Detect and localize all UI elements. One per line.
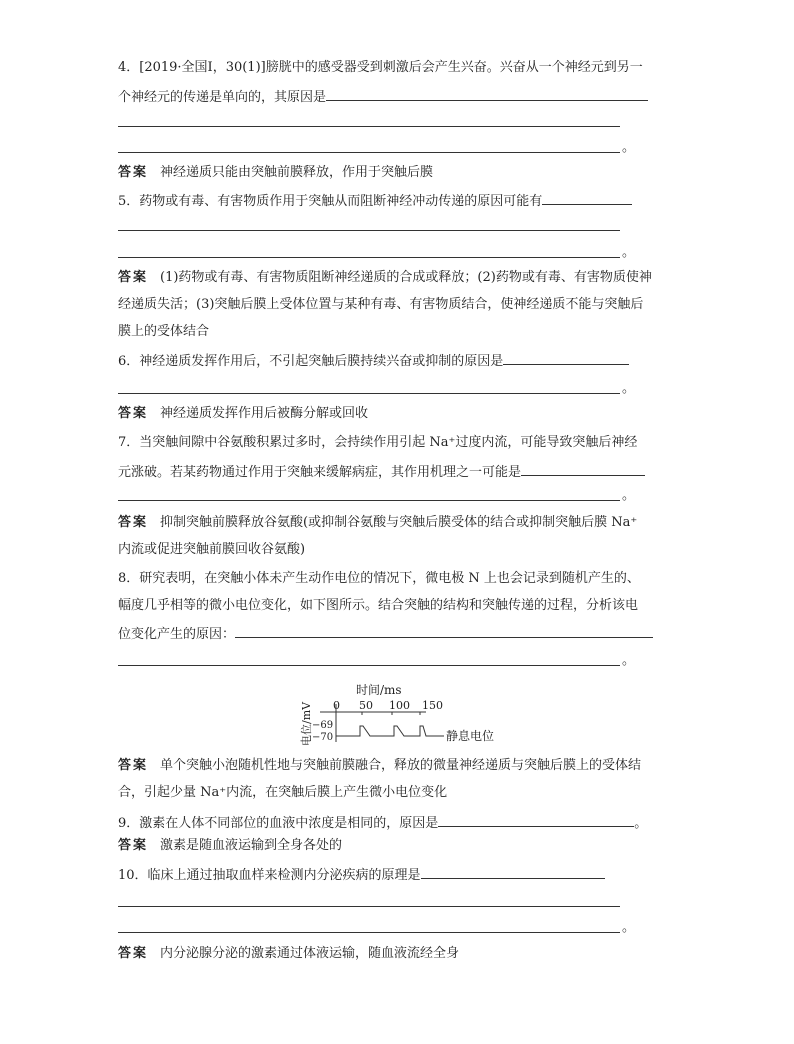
q4-answer-text: 神经递质只能由突触前膜释放，作用于突触后膜 xyxy=(160,165,434,180)
q7-line2-text: 元涨破。若某药物通过作用于突触来缓解病症，其作用机理之一可能是 xyxy=(118,465,522,480)
q7-answer-label: 答案 xyxy=(118,515,149,530)
graph-x-tick-100: 100 xyxy=(389,699,410,712)
q8-line2: 幅度几乎相等的微小电位变化，如下图所示。结合突触的结构和突触传递的过程，分析该电 xyxy=(118,598,639,613)
q8-line1: 8．研究表明，在突触小体未产生动作电位的情况下，微电极 N 上也会记录到随机产生的、 xyxy=(118,571,640,586)
q7-period: 。 xyxy=(622,488,636,503)
q9-line1 xyxy=(118,812,647,832)
q10-answer-label: 答案 xyxy=(118,946,149,961)
q10-blank-2[interactable] xyxy=(118,906,620,907)
q4-blank-3[interactable] xyxy=(118,152,620,153)
q6-period: 。 xyxy=(622,381,636,396)
q9-blank-1[interactable] xyxy=(438,812,634,827)
q7-blank-2[interactable] xyxy=(118,500,620,501)
q7-answer-line1 xyxy=(118,513,637,533)
q5-line1 xyxy=(118,190,632,210)
q6-blank-2[interactable] xyxy=(118,393,620,394)
q5-answer-line2: 经递质失活；(3)突触后膜上受体位置与某种有毒、有害物质结合，使神经递质不能与突触后 xyxy=(118,297,644,312)
q5-answer-text-1: (1)药物或有毒、有害物质阻断神经递质的合成或释放；(2)药物或有毒、有害物质使神 xyxy=(160,270,652,285)
q5-answer-line1 xyxy=(118,268,652,288)
q4-line2-text: 个神经元的传递是单向的，其原因是 xyxy=(118,90,327,105)
q8-line3 xyxy=(118,623,653,643)
graph-annotation-resting-potential: 静息电位 xyxy=(446,729,495,743)
q5-line1-text: 5．药物或有毒、有害物质作用于突触从而阻断神经冲动传递的原因可能有 xyxy=(118,194,543,209)
q5-answer-label: 答案 xyxy=(118,270,149,285)
q7-line2 xyxy=(118,461,645,481)
q9-answer-text: 激素是随血液运输到全身各处的 xyxy=(160,838,343,853)
q6-line1 xyxy=(118,350,629,370)
q9-answer-label: 答案 xyxy=(118,838,149,853)
q10-answer-text: 内分泌腺分泌的激素通过体液运输，随血液流经全身 xyxy=(160,946,460,961)
q4-answer xyxy=(118,163,433,183)
potential-graph xyxy=(296,682,516,752)
q9-line1-text: 9．激素在人体不同部位的血液中浓度是相同的，原因是 xyxy=(118,816,439,831)
q9-period: 。 xyxy=(634,816,648,831)
q10-blank-1[interactable] xyxy=(421,864,605,879)
q5-blank-2[interactable] xyxy=(118,230,620,231)
q7-answer-line2: 内流或促进突触前膜回收谷氨酸) xyxy=(118,542,306,557)
q4-line1: 4．[2019·全国Ⅰ，30(1)]膀胱中的感受器受到刺激后会产生兴奋。兴奋从一个神经元到另一 xyxy=(118,60,643,75)
q10-period: 。 xyxy=(622,920,636,935)
q4-blank-1[interactable] xyxy=(326,86,648,101)
q7-blank-1[interactable] xyxy=(521,461,645,476)
q8-line3-text: 位变化产生的原因： xyxy=(118,627,236,642)
q6-line1-text: 6．神经递质发挥作用后，不引起突触后膜持续兴奋或抑制的原因是 xyxy=(118,354,504,369)
q8-answer-line1 xyxy=(118,756,641,776)
q10-line1 xyxy=(118,864,605,884)
q5-period: 。 xyxy=(622,245,636,260)
q5-answer-line3: 膜上的受体结合 xyxy=(118,324,210,339)
q8-answer-label: 答案 xyxy=(118,758,149,773)
graph-y-axis-label: 电位/mV xyxy=(300,701,313,746)
q4-blank-2[interactable] xyxy=(118,126,620,127)
q6-answer-text: 神经递质发挥作用后被酶分解或回收 xyxy=(160,406,369,421)
q4-answer-label: 答案 xyxy=(118,165,149,180)
graph-x-tick-0: 0 xyxy=(333,699,340,712)
q10-blank-3[interactable] xyxy=(118,932,620,933)
graph-y-tick-69: −69 xyxy=(312,720,334,731)
q9-answer xyxy=(118,836,342,856)
q10-answer xyxy=(118,944,459,964)
graph-potential-trace xyxy=(336,726,432,736)
q8-answer-line2: 合，引起少量 Na⁺内流，在突触后膜上产生微小电位变化 xyxy=(118,785,448,800)
graph-x-tick-150: 150 xyxy=(422,699,443,712)
graph-x-axis-label: 时间/ms xyxy=(356,683,402,697)
q8-period: 。 xyxy=(622,653,636,668)
q8-blank-2[interactable] xyxy=(118,665,620,666)
q6-answer xyxy=(118,404,368,424)
q6-blank-1[interactable] xyxy=(503,350,629,365)
q4-line2 xyxy=(118,86,648,106)
q8-answer-text-1: 单个突触小泡随机性地与突触前膜融合，释放的微量神经递质与突触后膜上的受体结 xyxy=(160,758,642,773)
q7-line1: 7．当突触间隙中谷氨酸积累过多时，会持续作用引起 Na⁺过度内流，可能导致突触后神经 xyxy=(118,435,638,450)
q4-period: 。 xyxy=(622,140,636,155)
graph-y-tick-70: −70 xyxy=(312,732,334,743)
q5-blank-3[interactable] xyxy=(118,257,620,258)
q5-blank-1[interactable] xyxy=(542,190,632,205)
q6-answer-label: 答案 xyxy=(118,406,149,421)
q10-line1-text: 10．临床上通过抽取血样来检测内分泌疾病的原理是 xyxy=(118,868,421,883)
graph-x-tick-50: 50 xyxy=(359,699,373,712)
q7-answer-text-1: 抑制突触前膜释放谷氨酸(或抑制谷氨酸与突触后膜受体的结合或抑制突触后膜 Na⁺ xyxy=(160,515,638,530)
q8-blank-1[interactable] xyxy=(235,623,653,638)
